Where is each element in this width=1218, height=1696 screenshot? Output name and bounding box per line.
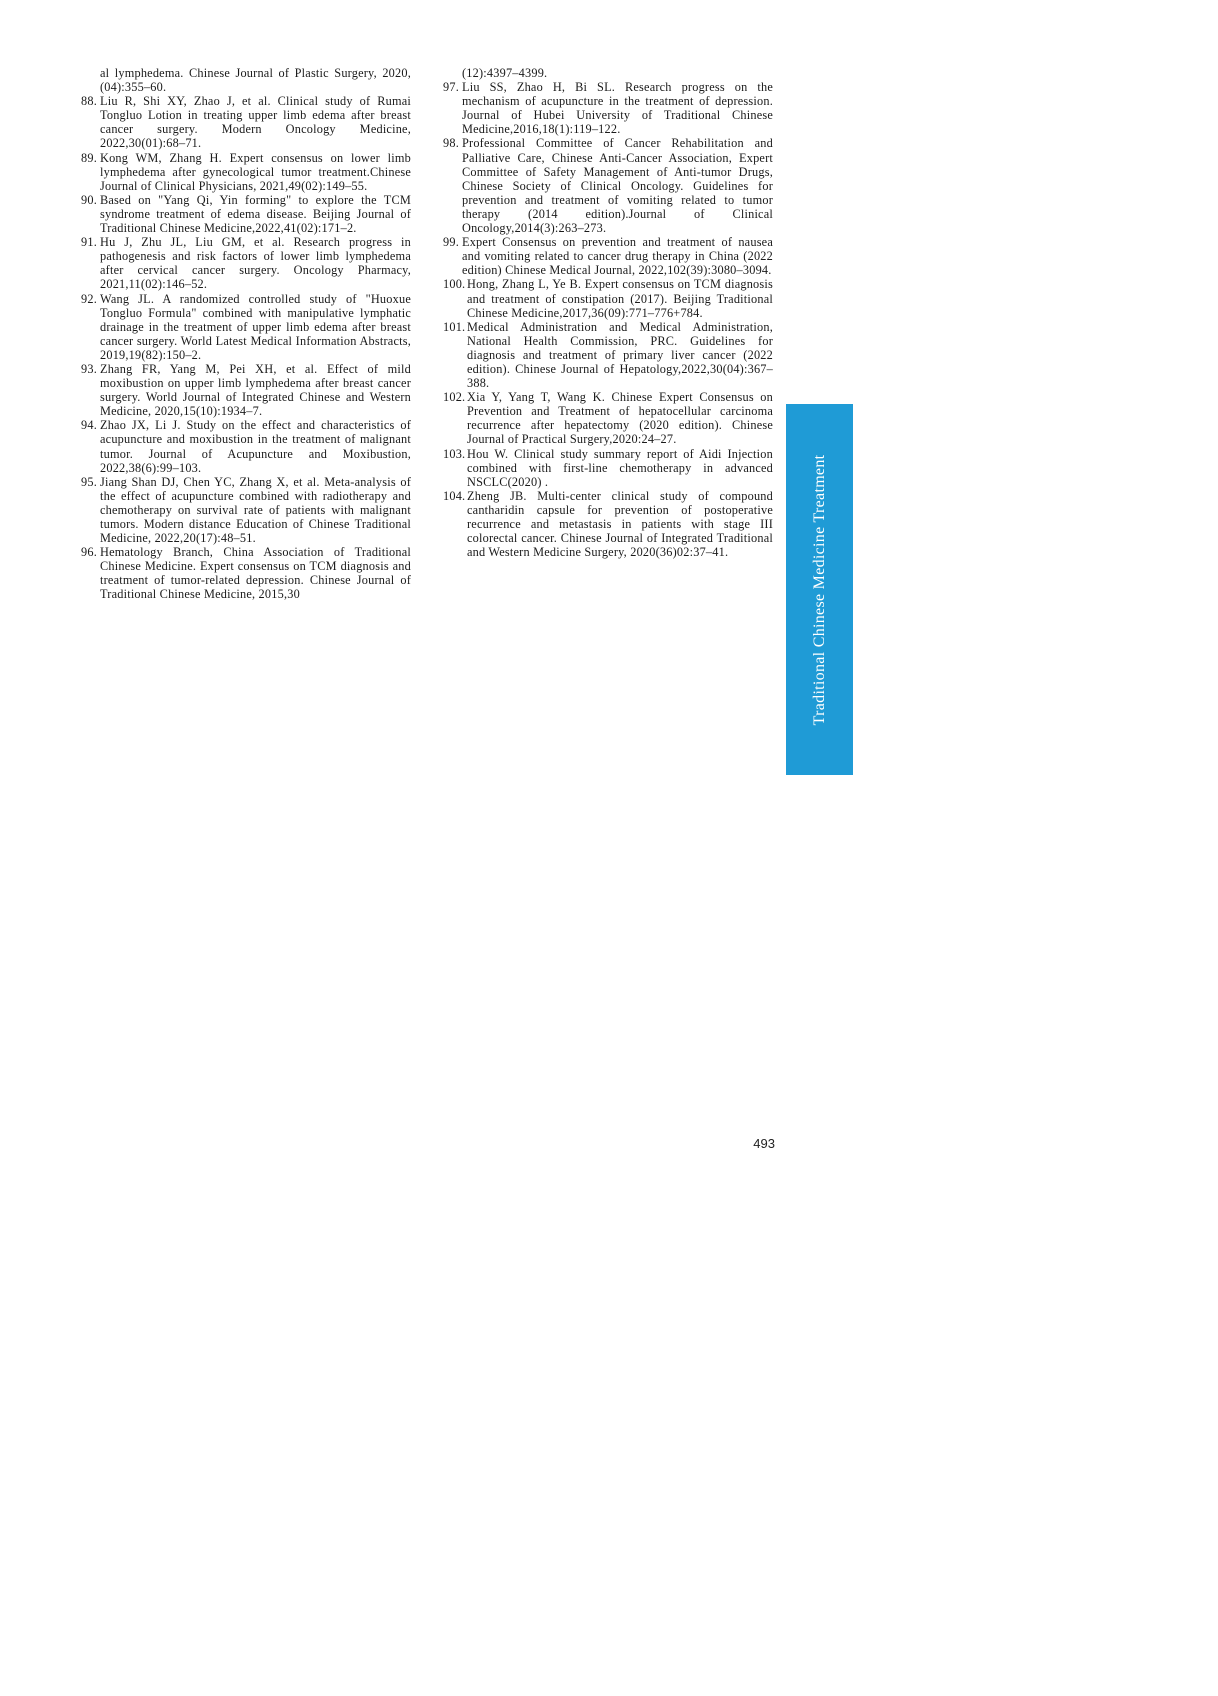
reference-text: Hu J, Zhu JL, Liu GM, et al. Research progress in pathogenesis and risk factors of lower limb lymphedema after cervical cancer surgery. Oncology Pharmacy, 2021,11(02):146–52.: [100, 235, 411, 292]
reference-item: [443, 390, 773, 446]
reference-number: 94.: [81, 418, 97, 433]
reference-text: Medical Administration and Medical Administration, National Health Commission, PRC. Guidelines for diagnosis and treatment of primary liver cancer (2022 edition). Chinese Journal of Hepatology,2022,30(04):367–388.: [467, 319, 773, 391]
reference-text: Wang JL. A randomized controlled study of "Huoxue Tongluo Formula" combined with manipulative lymphatic drainage in the treatment of upper limb edema after breast cancer surgery. World Latest Medical Information Abstracts, 2019,19(82):150–2.: [100, 291, 411, 362]
reference-number: 95.: [81, 474, 97, 489]
reference-item: [81, 545, 411, 601]
reference-text: Expert Consensus on prevention and treatment of nausea and vomiting related to cancer drug therapy in China (2022 edition) Chinese Medical Journal, 2022,102(39):3080–3094.: [462, 235, 773, 278]
reference-item: [443, 136, 773, 235]
reference-item: [81, 418, 411, 474]
reference-text: Liu R, Shi XY, Zhao J, et al. Clinical study of Rumai Tongluo Lotion in treating upper limb edema after breast cancer surgery. Modern Oncology Medicine, 2022,30(01):68–71.: [100, 94, 411, 151]
reference-item: [81, 66, 411, 94]
reference-item: [81, 193, 411, 235]
reference-item: [81, 475, 411, 545]
reference-item: [81, 362, 411, 418]
reference-text: Xia Y, Yang T, Wang K. Chinese Expert Consensus on Prevention and Treatment of hepatocellular carcinoma recurrence after hepatectomy (2020 edition). Chinese Journal of Practical Surgery,2020:24–27.: [467, 390, 773, 447]
reference-number: 100.: [443, 277, 466, 292]
reference-number: 101.: [443, 319, 466, 334]
reference-number: 103.: [443, 446, 466, 461]
reference-text: Hong, Zhang L, Ye B. Expert consensus on TCM diagnosis and treatment of constipation (2017). Beijing Traditional Chinese Medicine,2017,36(09):771–776+784.: [467, 277, 773, 320]
reference-number: 97.: [443, 80, 459, 95]
reference-text: Kong WM, Zhang H. Expert consensus on lower limb lymphedema after gynecological tumor treatment.Chinese Journal of Clinical Physicians, 2021,49(02):149–55.: [100, 150, 411, 193]
reference-item: [81, 292, 411, 362]
reference-number: 88.: [81, 94, 97, 109]
reference-item: [443, 80, 773, 136]
reference-number: 98.: [443, 136, 459, 151]
reference-text: Hematology Branch, China Association of Traditional Chinese Medicine. Expert consensus on TCM diagnosis and treatment of tumor-related depression. Chinese Journal of Traditional Chinese Medicine, 2015,30: [100, 545, 411, 602]
page-number: 493: [753, 1136, 775, 1151]
reference-number: 99.: [443, 235, 459, 250]
reference-number: 93.: [81, 361, 97, 376]
reference-number: 102.: [443, 390, 466, 405]
reference-item: [81, 235, 411, 291]
reference-item: [81, 94, 411, 150]
reference-text: Zhao JX, Li J. Study on the effect and characteristics of acupuncture and moxibustion in the treatment of malignant tumor. Journal of Acupuncture and Moxibustion, 2022,38(6):99–103.: [100, 418, 411, 475]
reference-number: 90.: [81, 192, 97, 207]
reference-text: Based on "Yang Qi, Yin forming" to explore the TCM syndrome treatment of edema disease. Beijing Journal of Traditional Chinese Medicine,2022,41(02):171–2.: [100, 192, 411, 236]
reference-number: 92.: [81, 291, 97, 306]
reference-text: Jiang Shan DJ, Chen YC, Zhang X, et al. Meta-analysis of the effect of acupuncture combined with radiotherapy and chemotherapy on survival rate of patients with malignant tumors. Modern distance Education of Chinese Traditional Medicine, 2022,20(17):48–51.: [100, 474, 411, 546]
reference-text: Zhang FR, Yang M, Pei XH, et al. Effect of mild moxibustion on upper limb lymphedema after breast cancer surgery. World Journal of Integrated Chinese and Western Medicine, 2020,15(10):1934–7.: [100, 361, 411, 419]
section-side-tab-label: Traditional Chinese Medicine Treatment: [810, 454, 828, 725]
reference-text: Professional Committee of Cancer Rehabilitation and Palliative Care, Chinese Anti-Cancer Association, Expert Committee of Safety Management of Anti-tumor Drugs, Chinese Society of Clinical Oncology. Guidelines for prevention and treatment of vomiting related to tumor therapy (2014 edition).Journal of Clinical Oncology,2014(3):263–273.: [462, 136, 773, 236]
reference-text: (12):4397–4399.: [462, 66, 548, 80]
reference-item: [443, 489, 773, 559]
reference-text: Hou W. Clinical study summary report of Aidi Injection combined with first-line chemotherapy in advanced NSCLC(2020) .: [467, 446, 773, 489]
reference-list-right: [443, 66, 773, 559]
reference-number: 91.: [81, 235, 97, 250]
reference-item: [443, 277, 773, 319]
reference-text: al lymphedema. Chinese Journal of Plastic Surgery, 2020,(04):355–60.: [100, 66, 411, 95]
reference-item: [443, 447, 773, 489]
reference-text: Zheng JB. Multi-center clinical study of compound cantharidin capsule for prevention of postoperative recurrence and metastasis in patients with stage III colorectal cancer. Chinese Journal of Integrated Traditional and Western Medicine Surgery, 2020(36)02:37–41.: [467, 488, 773, 560]
reference-item: [443, 235, 773, 277]
reference-number: 89.: [81, 150, 97, 165]
reference-item: [443, 320, 773, 390]
reference-text: Liu SS, Zhao H, Bi SL. Research progress on the mechanism of acupuncture in the treatment of depression. Journal of Hubei University of Traditional Chinese Medicine,2016,18(1):119–122.: [462, 80, 773, 137]
reference-number: 96.: [81, 545, 97, 560]
reference-item: [443, 66, 773, 80]
section-side-tab: [786, 404, 853, 775]
reference-list-left: [81, 66, 411, 602]
reference-number: 104.: [443, 488, 466, 503]
reference-item: [81, 151, 411, 193]
